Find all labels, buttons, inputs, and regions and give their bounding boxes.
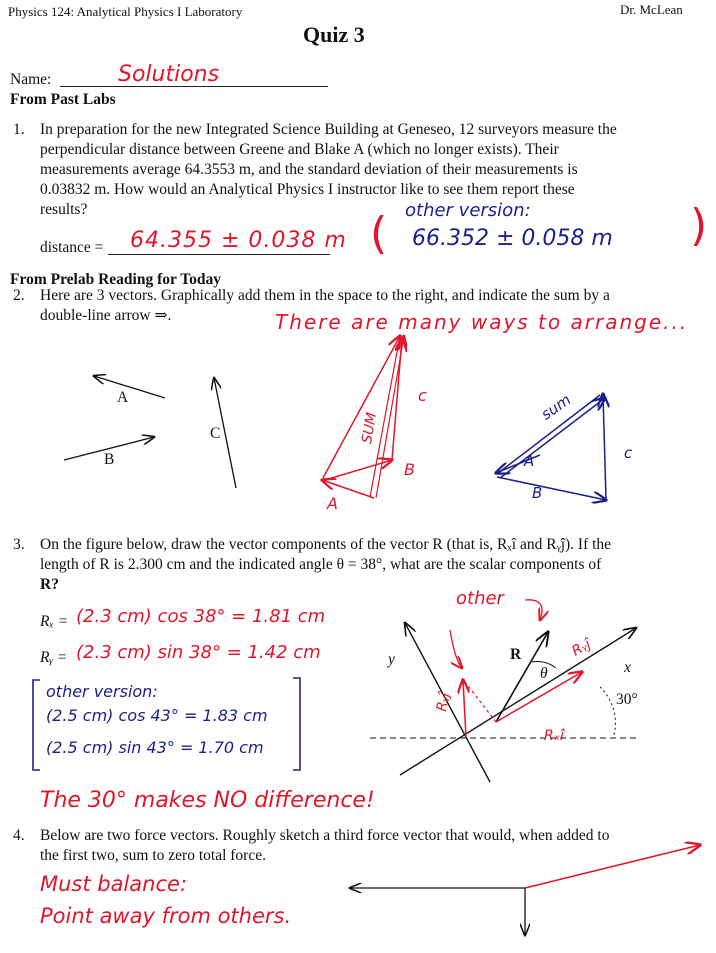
rx-component bbox=[496, 672, 582, 722]
blue-a-label: A bbox=[524, 452, 535, 470]
q2-line: Here are 3 vectors. Graphically add them in the space to the right, and indicate the sum by a bbox=[40, 287, 610, 304]
course-title: Physics 124: Analytical Physics I Laboratory bbox=[8, 4, 243, 19]
label-b: B bbox=[104, 451, 115, 468]
instructor-name: Dr. McLean bbox=[620, 2, 683, 17]
other-label: other bbox=[456, 588, 504, 609]
ry-component bbox=[463, 680, 466, 737]
red-sum-label: SUM bbox=[359, 411, 381, 445]
red-c-label: c bbox=[418, 386, 427, 405]
q4-line: Below are two force vectors. Roughly sketch a third force vector that would, when added to bbox=[40, 827, 610, 844]
q3-text bbox=[40, 535, 710, 595]
q3-line: On the figure below, draw the vector components of the vector R (that is, Rₓî and Rᵧĵ). If the bbox=[40, 536, 612, 553]
ry-hat-label-alt: Rᵧĵ bbox=[569, 636, 594, 660]
q1-line: 0.03832 m. How would an Analytical Physics I instructor like to see them report these bbox=[40, 181, 575, 198]
bracket-left bbox=[33, 680, 40, 770]
bracket-right bbox=[293, 678, 300, 770]
vector-r-label: R bbox=[510, 646, 522, 663]
ry-answer: (2.3 cm) sin 38° = 1.42 cm bbox=[76, 642, 321, 663]
q1-open-paren: ( bbox=[370, 208, 388, 259]
q1-line: measurements average 64.3553 m, and the standard deviation of their measurements is bbox=[40, 161, 578, 178]
vector-a bbox=[94, 376, 165, 398]
ry-label: Rᵧ = bbox=[40, 649, 68, 666]
q4-note-line2: Point away from others. bbox=[40, 904, 292, 928]
y-axis-label: y bbox=[388, 651, 395, 668]
blue-b-label: B bbox=[532, 484, 543, 502]
name-value: Solutions bbox=[118, 62, 220, 87]
rx-answer: (2.3 cm) cos 38° = 1.81 cm bbox=[76, 606, 326, 627]
quiz-title: Quiz 3 bbox=[303, 22, 365, 47]
other-version-title: other version: bbox=[46, 682, 158, 701]
red-a-label: A bbox=[327, 494, 338, 513]
q4-number: 4. bbox=[13, 827, 25, 844]
q3-line: length of R is 2.300 cm and the indicated angle θ = 38°, what are the scalar components of bbox=[40, 556, 602, 573]
other-arrow-left bbox=[450, 630, 462, 668]
q1-number: 1. bbox=[13, 121, 25, 138]
q3-number: 3. bbox=[13, 536, 25, 553]
blue-c-label: c bbox=[624, 444, 633, 462]
q4-text bbox=[40, 826, 710, 866]
ry-helper-line bbox=[462, 678, 496, 722]
other-version-line2: (2.5 cm) sin 43° = 1.70 cm bbox=[46, 738, 264, 757]
q1-line: perpendicular distance between Greene and Blake A (which no longer exists). Their bbox=[40, 141, 559, 158]
q1-other-answer: 66.352 ± 0.058 m bbox=[412, 226, 613, 251]
other-version-line1: (2.5 cm) cos 43° = 1.83 cm bbox=[46, 706, 268, 725]
ry-hat-label: Rᵧĵ bbox=[433, 691, 453, 713]
q1-answer: 64.355 ± 0.038 m bbox=[130, 228, 347, 253]
other-arrow-right bbox=[525, 600, 542, 620]
x-axis-label: x bbox=[624, 659, 631, 676]
label-a: A bbox=[117, 389, 129, 406]
red-b-label: B bbox=[404, 460, 415, 479]
tilt-angle-label: 30° bbox=[616, 691, 638, 708]
label-c: C bbox=[210, 425, 221, 442]
theta-label: θ bbox=[540, 665, 548, 682]
section-prelab: From Prelab Reading for Today bbox=[10, 271, 221, 288]
q2-number: 2. bbox=[13, 287, 25, 304]
q1-close-paren: ) bbox=[690, 200, 708, 251]
angle-arc-30 bbox=[600, 687, 615, 735]
q1-line: results? bbox=[40, 201, 88, 218]
rx-label: Rₓ = bbox=[40, 613, 69, 630]
section-past-labs: From Past Labs bbox=[10, 91, 116, 108]
q4-line: the first two, sum to zero total force. bbox=[40, 847, 266, 864]
blue-sum-label: sum bbox=[537, 390, 575, 424]
q3-line: R? bbox=[40, 576, 59, 593]
q4-note-line1: Must balance: bbox=[40, 872, 188, 896]
q3-note: The 30° makes NO difference! bbox=[40, 788, 375, 813]
q2-line: double-line arrow ⇒. bbox=[40, 307, 172, 324]
q1-other-label: other version: bbox=[405, 200, 531, 221]
rx-hat-label: Rₓî bbox=[544, 728, 564, 744]
q1-line: In preparation for the new Integrated Science Building at Geneseo, 12 surveyors measure the bbox=[40, 121, 617, 138]
q2-note: There are many ways to arrange... bbox=[275, 310, 689, 334]
q1-answer-label: distance = bbox=[40, 239, 104, 256]
name-label: Name: bbox=[10, 71, 52, 88]
